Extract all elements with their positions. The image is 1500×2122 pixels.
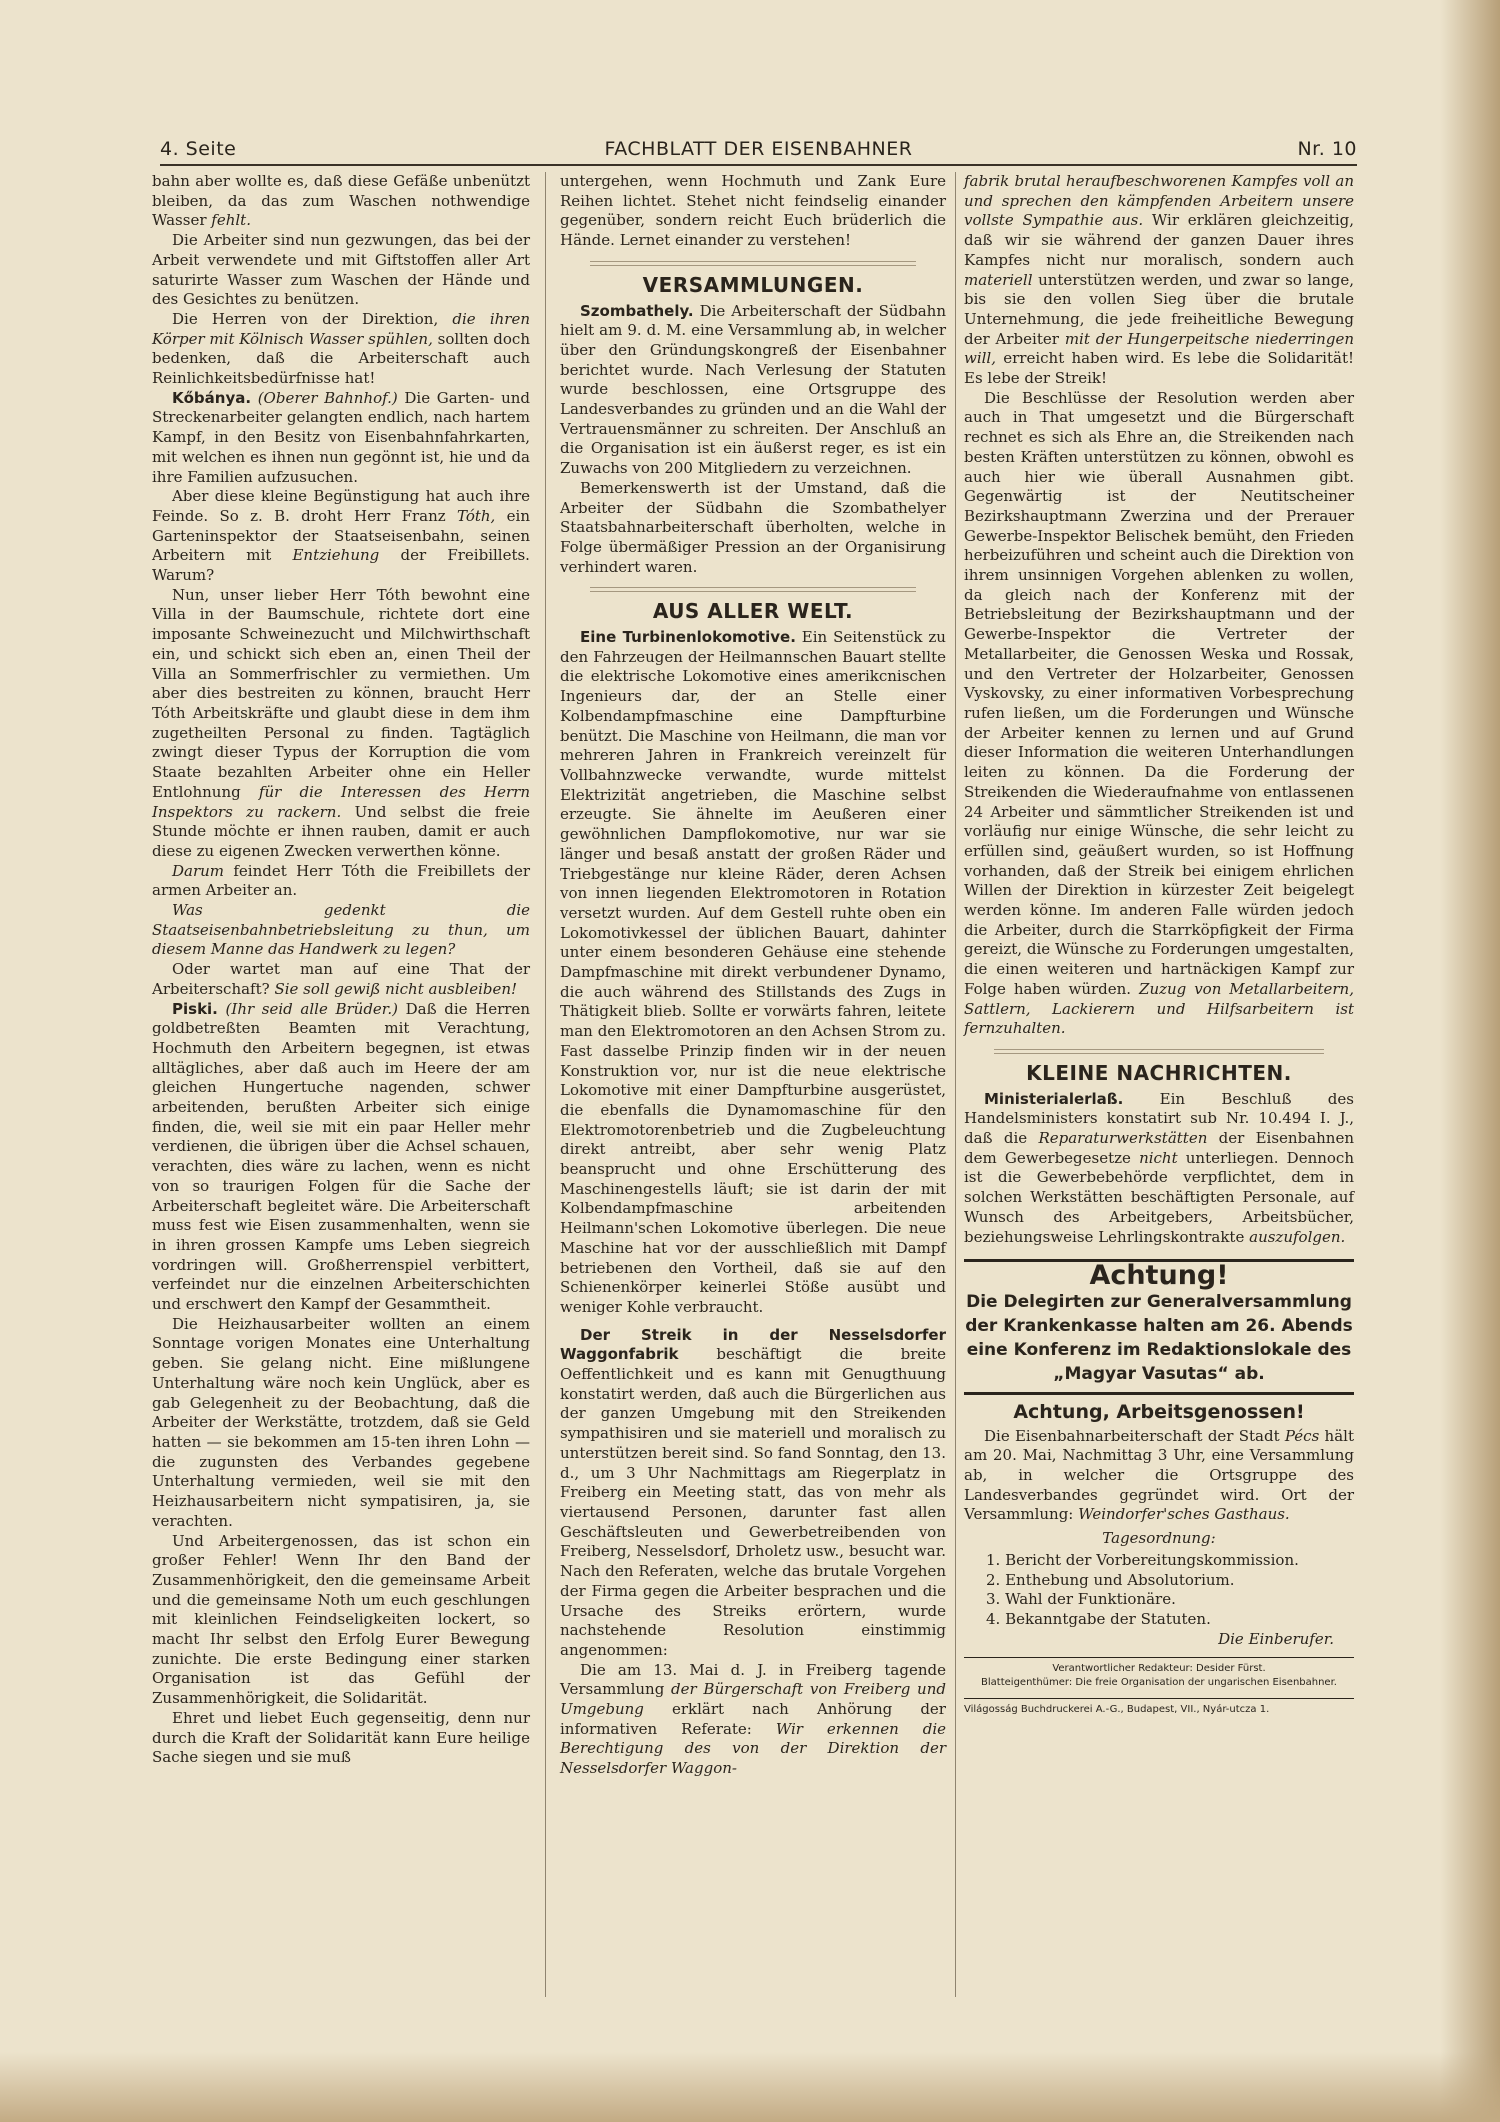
- page-number: 4. Seite: [160, 138, 237, 160]
- paragraph: Oder wartet man auf eine That der Arbeiterschaft? Sie soll gewiß nicht ausbleiben!: [152, 960, 530, 998]
- section-heading-versammlungen: VERSAMMLUNGEN.: [642, 272, 864, 297]
- paragraph: Ehret und liebet Euch gegenseitig, denn nur durch die Kraft der Solidarität kann Eure heilige Sache siegen und sie muß: [152, 1708, 530, 1767]
- section-heading-aus-aller-welt: AUS ALLER WELT.: [652, 599, 854, 624]
- article-turbinenlokomotive: Eine Turbinenlokomotive. Ein Seitenstück zu den Fahrzeugen der Heilmannschen Bauart stellte die elektrische Lokomotive eines amerikcnischen Ingenieurs dar, der an Stelle einer Kolbendampfmaschine eine Dampfturbine benützt. Die Maschine von Heilmann, die man vor mehreren Jahren in Frankreich vereinzelt für Vollbahnzwecke verwandte, wurde mittelst Elektrizität angetrieben, die Maschine selbst erzeugte. Sie ähnelte im Aeußeren einer gewöhnlichen Dampflokomotive, nur war sie länger und besaß anstatt der großen Räder und Triebgestänge nur kleine Räder, deren Achsen von innen liegenden Elektromotoren in Rotation versetzt wurden. Auf dem Gestell ruhte oben ein Lokomotivkessel der üblichen Bauart, dahinter unter einem besonderen Gehäuse eine stehende Dampfmaschine mit direkt verbundener Dynamo, die auch während des Stillstands des Zugs in Thätigkeit blieb. Sollte er vorwärts fahren, leitete man den Elektromotoren an den Achsen Strom zu. Fast dasselbe Prinzip finden wir in der neuen Konstruktion vor, nur ist die neue elektrische Lokomotive mit einer Dampfturbine ausgerüstet, die ebenfalls die Dynamomaschine für den Elektromotorenbetrieb und die Zugbeleuchtung direkt antreibt, aber sehr wenig Platz beansprucht und ohne Erschütterung des Maschinengestells läuft; sie ist darin der mit Kolbendampfmaschine arbeitenden Heilmann'schen Lokomotive überlegen. Die neue Maschine hat vor der ausschließlich mit Dampf betriebenen den Vortheil, daß sie auf den Schienenkörper keinerlei Stöße ausübt und weniger Kohle verbraucht.: [560, 628, 946, 1316]
- article-koebanya: Kőbánya. (Oberer Bahnhof.) Die Garten- und Streckenarbeiter gelangten endlich, nach hartem Kampf, in den Besitz von Eisenbahnfahrkarten, mit welchen es ihnen nun gegönnt ist, hie und da ihre Familien aufzusuchen.: [152, 388, 530, 486]
- notice-text: Die Delegirten zur Generalversammlung der Krankenkasse halten am 26. Abends eine Konferenz im Redaktionslokale des „Magyar Vasutas“ ab.: [965, 1291, 1353, 1384]
- imprint-rule: [964, 1698, 1354, 1699]
- article-heading: Szombathely.: [580, 301, 694, 320]
- paragraph: Und Arbeitergenossen, das ist schon ein großer Fehler! Wenn Ihr den Band der Zusammenhörigkeit, den die gemeinsame Arbeit und die gemeinsame Noth um euch geschlungen mit kleinlichen Feindseligkeiten lockert, so macht Ihr selbst den Erfolg Eurer Bewegung zunichte. Die erste Bedingung einer starken Organisation ist das Gefühl der Zusammenhörigkeit, die Solidarität.: [152, 1531, 530, 1708]
- paragraph: Die Heizhausarbeiter wollten an einem Sonntage vorigen Monates eine Unterhaltung geben. Sie gelang nicht. Eine mißlungene Unterhaltung wäre noch kein Unglück, aber es gab Gelegenheit zu der Beobachtung, daß die Arbeiter der Werkstätte, trotzdem, daß sie Geld hatten — sie bekommen am 15-ten ihren Lohn — die zugunsten des Verbandes gegebene Unterhaltung vermieden, weil sie mit den Heizhausarbeitern nicht sympatisiren, ja, sie verachten.: [152, 1314, 530, 1530]
- signature: Die Einberufer.: [1218, 1629, 1334, 1648]
- issue-number: Nr. 10: [1297, 138, 1357, 160]
- paragraph: bahn aber wollte es, daß diese Gefäße unbenützt bleiben, da das zum Waschen nothwendige Wasser fehlt.: [152, 172, 530, 230]
- article-heading: Der Streik in der Nesselsdorfer Waggonfabrik: [560, 1325, 946, 1364]
- article-heading: Piski.: [172, 999, 218, 1018]
- paragraph: Was gedenkt die Staatseisenbahnbetriebsleitung zu thun, um diesem Manne das Handwerk zu legen?: [152, 901, 530, 959]
- article-heading: Ministerialerlaß.: [984, 1089, 1124, 1108]
- agenda-item: 2. Enthebung und Absolutorium.: [986, 1570, 1235, 1589]
- imprint-printer: Világosság Buchdruckerei A.-G., Budapest, VII., Nyár-utcza 1.: [964, 1704, 1270, 1716]
- notice-box-achtung: [964, 1259, 1354, 1395]
- column-1: [152, 172, 530, 1768]
- header-rule: [160, 164, 1357, 166]
- article-ministerialerlass: Ministerialerlaß. Ein Beschluß des Handelsministers konstatirt sub Nr. 10.494 I. J., daß die Reparaturwerkstätten der Eisenbahnen dem Gewerbegesetze nicht unterliegen. Dennoch ist die Gewerbebehörde verpflichtet, dem in solchen Werkstätten beschäftigten Personale, auf Wunsch des Arbeitgebers, Arbeitsbücher, beziehungsweise Lehrlingskontrakte auszufolgen.: [964, 1089, 1354, 1246]
- agenda-item: 1. Bericht der Vorbereitungskommission.: [986, 1550, 1299, 1569]
- paragraph: Die am 13. Mai d. J. in Freiberg tagende Versammlung der Bürgerschaft von Freiberg und Umgebung erklärt nach Anhörung der informativen Referate: Wir erkennen die Berechtigung des von der Direktion der Nesselsdorfer Waggon-: [560, 1660, 946, 1778]
- imprint-owner: Blatteigenthümer: Die freie Organisation der ungarischen Eisenbahner.: [981, 1677, 1337, 1689]
- section-heading-kleine-nachrichten: KLEINE NACHRICHTEN.: [1026, 1060, 1292, 1085]
- column-divider: [955, 172, 956, 1997]
- paragraph: Die Arbeiter sind nun gezwungen, das bei der Arbeit verwendete und mit Giftstoffen aller Art saturirte Wasser zum Waschen der Hände und des Gesichtes zu benützen.: [152, 231, 530, 309]
- column-2: [560, 172, 946, 1779]
- call-heading: Achtung, Arbeitsgenossen!: [1013, 1400, 1305, 1423]
- paragraph: Nun, unser lieber Herr Tóth bewohnt eine Villa in der Baumschule, richtete dort eine imposante Schweinezucht und Milchwirthschaft ein, und schickt sich eben an, einen Theil der Villa an Sommerfrischler zu vermiethen. Um aber dies bestreiten zu können, braucht Herr Tóth Arbeitskräfte und glaubt diese in dem ihm zugetheilten Personal zu finden. Tagtäglich zwingt dieser Typus der Korruption die vom Staate bezahlten Arbeiter ohne ein Heller Entlohnung für die Interessen des Herrn Inspektors zu rackern. Und selbst die freie Stunde möchte er ihnen rauben, damit er auch diese zu eigenen Zwecken verwerthen könne.: [152, 585, 530, 860]
- column-divider: [545, 172, 546, 1997]
- agenda-item: 3. Wahl der Funktionäre.: [986, 1590, 1176, 1609]
- article-heading: Kőbánya.: [172, 388, 252, 407]
- paragraph: untergehen, wenn Hochmuth und Zank Eure Reihen lichtet. Stehet nicht feindselig einander gegenüber, sondern reicht Euch brüderlich die Hände. Lernet einander zu verstehen!: [560, 172, 946, 250]
- paragraph: Die Beschlüsse der Resolution werden aber auch in That umgesetzt und die Bürgerschaft rechnet es sich als Ehre an, die Streikenden nach besten Kräften unterstützen zu können, obwohl es auch hier wie überall Ausnahmen gibt. Gegenwärtig ist der Neutitscheiner Bezirkshauptmann Zwerzina und der Prerauer Gewerbe-Inspektor Belischek bemüht, den Frieden herbeizuführen und scheint auch die Direktion von ihrem unsinnigen Vorgehen ablenken zu wollen, da gleich nach der Konferenz mit der Betriebsleitung der Bezirkshauptmann und der Gewerbe-Inspektor die Vertreter der Metallarbeiter, die Genossen Weska und Rossak, und den Vertreter der Holzarbeiter, Genossen Vyskovsky, zu einer informativen Vorbesprechung rufen ließen, um die Forderungen und Wünsche der Arbeiter kennen zu lernen und auf Grund dieser Information die weiteren Unterhandlungen leiten zu können. Da die Forderung der Streikenden die Wiederaufnahme von entlassenen 24 Arbeiter und sämmtlicher Streikenden ist und vorläufig nur einige Wünsche, die sehr leicht zu erfüllen sind, geäußert wurden, so ist Hoffnung vorhanden, daß der Streik bei einigem ehrlichen Willen der Direktion in kürzester Zeit beigelegt werden könne. Im anderen Falle würden jedoch die Arbeiter, durch die Starrköpfigkeit der Firma gereizt, die Wünsche zu Forderungen umgestalten, die einen weiteren und hartnäckigen Kampf zur Folge haben würden. Zuzug von Metallarbeitern, Sattlern, Lackierern und Hilfsarbeitern ist fernzuhalten.: [964, 388, 1354, 1038]
- agenda-title: Tagesordnung:: [1102, 1529, 1216, 1548]
- paragraph: Darum feindet Herr Tóth die Freibillets der armen Arbeiter an.: [152, 861, 530, 900]
- newspaper-title: FACHBLATT DER EISENBAHNER: [604, 138, 913, 160]
- page-edge-shadow: [1440, 0, 1500, 2122]
- paragraph: Die Herren von der Direktion, die ihren Körper mit Kölnisch Wasser spühlen, sollten doch bedenken, daß die Arbeiterschaft auch Reinlichkeitsbedürfnisse hat!: [152, 309, 530, 388]
- page-bottom-shadow: [0, 2052, 1500, 2122]
- article-heading: Eine Turbinenlokomotive.: [580, 628, 796, 647]
- agenda-item: 4. Bekanntgabe der Statuten.: [986, 1610, 1211, 1628]
- notice-title: Achtung!: [1089, 1260, 1229, 1292]
- imprint-rule: [964, 1657, 1354, 1658]
- column-3: [964, 172, 1354, 1717]
- imprint-editor: Verantwortlicher Redakteur: Desider Fürst.: [1052, 1663, 1266, 1675]
- paragraph: Aber diese kleine Begünstigung hat auch ihre Feinde. So z. B. droht Herr Franz Tóth, ein Garteninspektor der Staatseisenbahn, seinen Arbeitern mit Entziehung der Freibillets. Warum?: [152, 487, 530, 585]
- article-piski: Piski. (Ihr seid alle Brüder.) Daß die Herren goldbetreßten Beamten mit Verachtung, Hochmuth den Arbeitern begegnen, ist etwas alltägliches, aber daß auch im Heere der am gleichen Hungertuche nagenden, schwer arbeitenden, berußten Arbeiter sich einige finden, die, weil sie mit ein paar Heller mehr verdienen, die übrigen über die Achsel schauen, verachten, dies wäre zu lachen, wenn es nicht von so traurigen Folgen für die Sache der Arbeiterschaft begleitet wäre. Die Arbeiterschaft muss fest wie Eisen zusammenhalten, wenn sie in ihren grossen Kampfe ums Leben siegreich vordringen will. Großherrenspiel verbittert, verfeindet nur die einzelnen Arbeiterschichten und erschwert den Kampf der Gesammtheit.: [152, 999, 530, 1314]
- paragraph: Bemerkenswerth ist der Umstand, daß die Arbeiter der Südbahn die Szombathelyer Staatsbahnarbeiterschaft überholten, welche in Folge übermäßiger Pression an der Organisirung verhindert waren.: [560, 478, 946, 576]
- article-streik: Der Streik in der Nesselsdorfer Waggonfabrik beschäftigt die breite Oeffentlichkeit und es kann mit Genugthuung konstatirt werden, daß auch die Bürgerlichen aus der ganzen Umgebung mit den Streikenden sympathisiren und sie materiell und moralisch zu unterstützen bereit sind. So fand Sonntag, den 13. d., um 3 Uhr Nachmittags am Riegerplatz in Freiberg ein Meeting statt, das von mehr als viertausend Personen, darunter fast allen Geschäftsleuten und Gewerbetreibenden von Freiberg, Nesselsdorf, Drholetz usw., besucht war. Nach den Referaten, welche das brutale Vorgehen der Firma gegen die Arbeiter besprachen und die Ursache des Streiks erörtern, wurde nachstehende Resolution einstimmig angenommen:: [560, 1325, 946, 1659]
- section-divider: [590, 261, 916, 266]
- paragraph: fabrik brutal heraufbeschworenen Kampfes voll an und sprechen den kämpfenden Arbeitern unsere vollste Sympathie aus. Wir erklären gleichzeitig, daß wir sie während der ganzen Dauer ihres Kampfes nicht nur moralisch, sondern auch materiell unterstützen werden, und zwar so lange, bis sie den vollen Sieg über die brutale Unternehmung, die jede freiheitliche Bewegung der Arbeiter mit der Hungerpeitsche niederringen will, erreicht haben wird. Es lebe die Solidarität! Es lebe der Streik!: [964, 172, 1354, 388]
- paragraph: Die Eisenbahnarbeiterschaft der Stadt Pécs hält am 20. Mai, Nachmittag 3 Uhr, eine Versammlung ab, in welcher die Ortsgruppe des Landesverbandes gegründet wird. Ort der Versammlung: Weindorfer'sches Gasthaus.: [964, 1426, 1354, 1524]
- page-header: [160, 138, 1357, 164]
- section-divider: [994, 1049, 1324, 1054]
- section-divider: [590, 587, 916, 592]
- article-szombathely: Szombathely. Die Arbeiterschaft der Südbahn hielt am 9. d. M. eine Versammlung ab, in welcher über den Gründungskongreß der Eisenbahner berichtet wurde. Nach Verlesung der Statuten wurde beschlossen, eine Ortsgruppe des Landesverbandes zu gründen und an die Wahl der Vertrauensmänner zu schreiten. Der Anschluß an die Organisation ist ein äußerst reger, es ist ein Zuwachs von 200 Mitgliedern zu verzeichnen.: [560, 301, 946, 478]
